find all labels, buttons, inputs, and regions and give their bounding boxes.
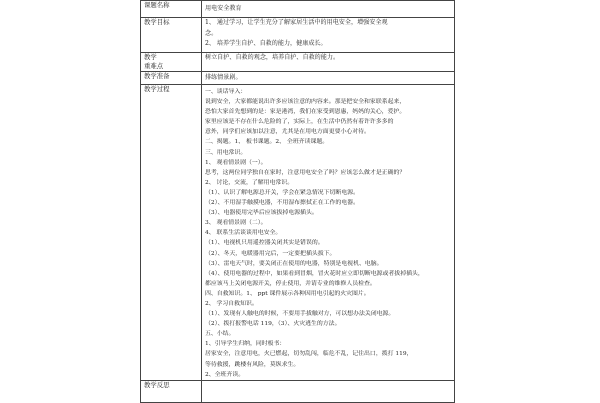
goals-line: 念。 [205, 29, 218, 37]
process-line: 等待救援，跳楼有风险，莫纵求生。 [205, 361, 300, 368]
goals-line: 2、 培养学生自护、自救的能力，健康成长。 [205, 40, 327, 48]
process-line: 五、小结。 [205, 331, 235, 338]
key-points-label-line: 重难点 [144, 62, 164, 70]
preparation-label: 教学准备 [141, 72, 202, 85]
title-row [141, 1, 455, 18]
process-content [202, 85, 455, 381]
goals-row [141, 18, 455, 53]
process-line: 1、引导学生归纳，同时板书： [205, 341, 286, 348]
process-line: 4、 联系生活谈谈用电安全。 [205, 230, 282, 237]
process-line: 意外，同学们应该加以注意，尤其是在用电方面更要小心对待。 [205, 129, 370, 136]
title-label: 课题名称 [141, 1, 202, 18]
process-line: 2、全班齐读。 [205, 371, 245, 378]
process-line: 一、谈话导入： [205, 89, 247, 95]
process-line: （3）、电器使用完毕后应该拔掉电源插头。 [205, 210, 318, 217]
goals-content [202, 18, 455, 53]
process-line: 四、自救知识。1、 ppt 课件展示各种因用电引起的火灾图片。 [205, 290, 370, 297]
process-line: （2）、冬天，电暖器用完后，一定要把插头拔下。 [205, 250, 336, 257]
reflection-label: 教学反思 [141, 380, 202, 402]
process-line: 三、用电常识。 [205, 149, 247, 156]
title-value: 用电安全教育 [202, 1, 455, 18]
key-points-row [141, 53, 455, 72]
process-line: （3）、雷电天气时，要关闭正在使用的电器，特别是电视机、电脑。 [205, 260, 383, 267]
goals-label: 教学目标 [141, 18, 202, 53]
process-line: 恐怕大家首先想到的是：家是港湾，我们在家受到恩惠，妈妈的关心，爱护。 [205, 109, 406, 116]
process-line: （1）、认识了解电源总开关，学会在紧急情况下切断电源。 [205, 189, 359, 196]
process-line: （1）、发现有人触电的时候，不要用手拔触对方，可以想办法关闭电源。 [205, 311, 395, 318]
process-line: 二、揭题。1、 板书课题。2、 全班齐读课题。 [205, 139, 329, 146]
reflection-row [141, 380, 455, 402]
preparation-value: 排练情景剧。 [202, 72, 455, 85]
process-line: 都应该马上关闭电源开关，停止使用，并请专业的维修人员检查。 [205, 280, 376, 287]
process-label: 教学过程 [141, 85, 202, 381]
process-line: 居家安全，注意用电，火已燃起，切勿乱闯，临危不乱，记住出口，拨打 119， [205, 351, 413, 358]
process-line: （2）、拨打报警电话 119，（3）、火灾逃生的方法。 [205, 321, 341, 328]
process-line: （1）、电视机只用遥控器关闭其实是错误的。 [205, 240, 324, 247]
lesson-plan-page [140, 0, 455, 400]
lesson-plan-table [140, 0, 455, 403]
process-line: 说到安全，大家都能说出许多应该注意的内容来。那是把安全和家联系起来， [205, 99, 406, 106]
process-line: 3、 观看情景剧（二）。 [205, 220, 267, 227]
key-points-line: 树立自护、自救的观念，培养自护、自救的能力。 [205, 54, 340, 61]
preparation-row [141, 72, 455, 85]
goals-line: 1、 通过学习，让学生充分了解家居生活中的用电安全，增强安全观 [205, 19, 388, 26]
process-line: 1、 观看情景剧（一）。 [205, 159, 267, 166]
key-points-label-line: 教学 [144, 53, 157, 61]
key-points-content [202, 53, 455, 72]
process-line: 思考，这两位同学独自在家时，注意用电安全了吗？应该怎么做才是正确的？ [205, 169, 406, 176]
process-row [141, 85, 455, 381]
reflection-content [202, 380, 455, 402]
process-line: （4）、使用电器的过程中，如果看到冒烟，冒火花时应立即切断电源或者拔掉插头， [205, 270, 424, 277]
process-line: 家里应该是不存在什么危险的了，实际上，在生活中仍然有着许许多多的 [205, 119, 394, 126]
process-line: （2）、不用湿手触摸电器，不用湿布擦拭正在工作的电器。 [205, 200, 359, 207]
process-line: 2、 学习自救知识。 [205, 300, 258, 307]
key-points-label [141, 53, 202, 72]
process-line: 2、 讨论，交流，了解用电常识。 [205, 179, 294, 186]
